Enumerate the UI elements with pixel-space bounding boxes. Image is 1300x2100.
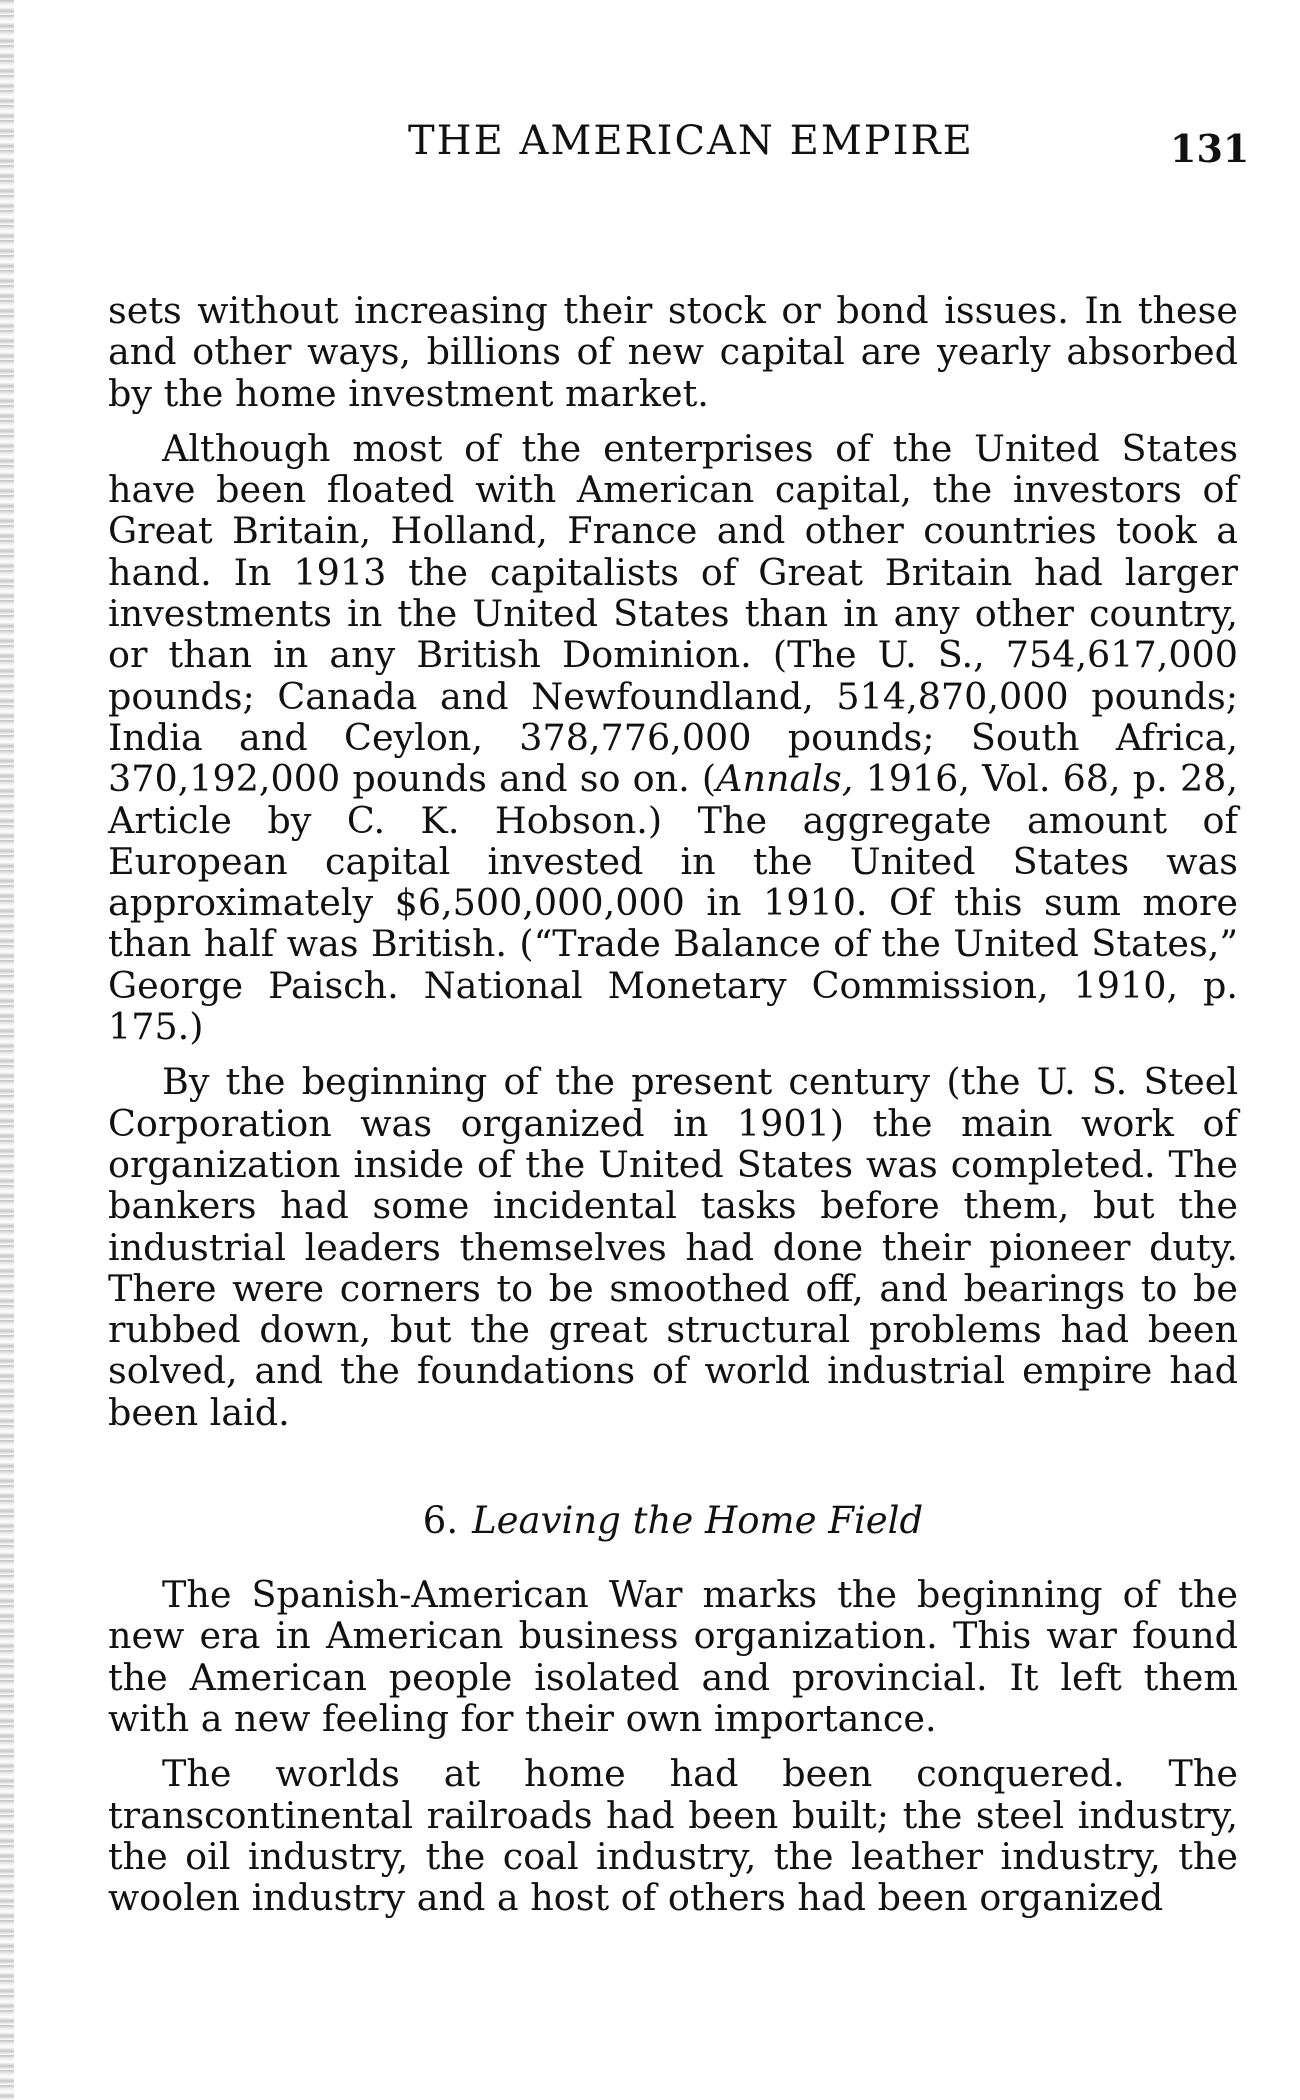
book-page	[108, 110, 1250, 1920]
paragraph-1: sets without increasing their stock or bond issues. In these and other ways, billions of new capital are yearly absorbed by the home investment market.	[108, 289, 1238, 415]
running-head	[108, 110, 1250, 171]
section-number: 6.	[422, 1499, 459, 1543]
paragraph-2-text-before: Although most of the enterprises of the United States have been floated with American capital, the investors of Great Britain, Holland, France and other countries took a hand. In 1913 the capitalists of Great Britain had larger investments in the United States than in any other country, or than in any British Dominion. (The U. S., 754,617,000 pounds; Canada and Newfoundland, 514,870,000 pounds; India and Ceylon, 378,776,000 pounds; South Africa, 370,192,000 pounds and so on. (	[108, 426, 1238, 801]
paragraph-2-text-after: 1916, Vol. 68, p. 28, Article by C. K. Hobson.) The aggregate amount of European capital invested in the United States was approximately $6,500,000,000 in 1910. Of this sum more than half was British. (“Trade Balance of the United States,” George Paisch. National Monetary Commission, 1910, p. 175.)	[108, 757, 1238, 1049]
paragraph-5: The worlds at home had been conquered. The transcontinental railroads had been built; the steel industry, the oil industry, the coal industry, the leather industry, the woolen industry and a host of others had been organized	[108, 1752, 1238, 1920]
running-title: THE AMERICAN EMPIRE	[408, 118, 974, 164]
section-heading	[108, 1499, 1238, 1542]
paragraph-4: The Spanish-American War marks the beginning of the new era in American business organization. This war found the American people isolated and provincial. It left them with a new feeling for their own importance.	[108, 1573, 1238, 1740]
paragraph-2	[108, 428, 1238, 1047]
page-number: 131	[1170, 126, 1250, 171]
book-spine-edge	[0, 0, 14, 2100]
paragraph-3: By the beginning of the present century (the U. S. Steel Corporation was organized in 1901) the main work of organization inside of the United States was completed. The bankers had some incidental tasks before them, but the industrial leaders themselves had done their pioneer duty. There were corners to be smoothed off, and bearings to be rubbed down, but the great structural problems had been solved, and the foundations of world industrial empire had been laid.	[108, 1060, 1238, 1434]
section-title: Leaving the Home Field	[472, 1499, 924, 1543]
paragraph-2-italic-citation: Annals,	[716, 757, 854, 801]
